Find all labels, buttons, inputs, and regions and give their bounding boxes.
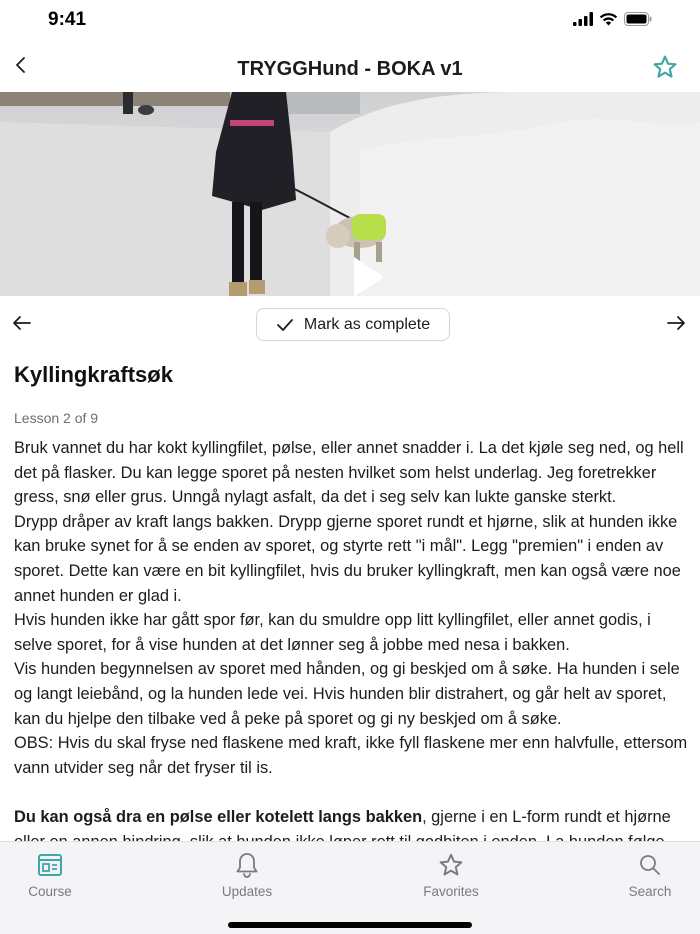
mark-complete-label: Mark as complete	[303, 315, 431, 333]
arrow-right-icon	[666, 314, 686, 332]
tab-bar	[0, 841, 700, 934]
cellular-signal-icon	[573, 12, 593, 26]
tab-favorites[interactable]	[401, 850, 501, 899]
lesson-text: , gjerne i en L-form rundt et hjørne	[422, 807, 671, 826]
star-icon	[438, 852, 464, 878]
course-title: TRYGGHund - BOKA v1	[237, 58, 463, 80]
status-bar	[0, 0, 700, 40]
lesson-paragraph: Hvis hunden ikke har gått spor før, kan du smuldre opp litt kyllingfilet, eller annet godis, i selve sporet, for å vise hunden at det lønner seg å jobbe med nesa i bakken.	[14, 611, 651, 654]
lesson-title: Kyllingkraftsøk	[14, 362, 173, 387]
lesson-paragraph: Vis hunden begynnelsen av sporet med hånden, og gi beskjed om å søke. Ha hunden i sele og langt leiebånd, og la hunden lede vei. Hvis hunden blir distrahert, og går helt av sporet, kan du hjelpe den tilbake ved å peke på sporet og gi ny beskjed om å søke.	[14, 660, 680, 728]
lesson-controls	[0, 296, 700, 352]
mark-complete-button[interactable]	[256, 308, 450, 341]
paragraph-spacer	[14, 780, 690, 805]
tab-updates[interactable]	[197, 850, 297, 899]
lesson-paragraph: OBS: Hvis du skal fryse ned flaskene med kraft, ikke fyll flaskene mer enn halvfulle, ettersom vann utvider seg når det fryser til is.	[14, 734, 688, 777]
status-icons	[573, 12, 652, 26]
lesson-paragraph: Bruk vannet du har kokt kyllingfilet, pølse, eller annet snadder i. La det kjøle seg ned, og hell det på flasker. Du kan legge sporet på nesten hvilket som helst underlag. Jeg foretrekker gress, snø eller grus. Unngå nylagt asfalt, da det i seg selv kan lukte ganske sterkt.	[14, 439, 684, 507]
course-icon	[37, 852, 63, 878]
bell-icon	[234, 851, 260, 879]
home-indicator	[228, 922, 472, 928]
lesson-progress-text: Lesson 2 of 9	[14, 410, 99, 426]
tab-label: Favorites	[423, 884, 479, 899]
lesson-body	[14, 436, 690, 841]
battery-icon	[624, 12, 652, 26]
status-time: 9:41	[48, 9, 87, 30]
tab-label: Course	[28, 884, 72, 899]
favorite-button[interactable]	[652, 54, 678, 85]
wifi-icon	[599, 12, 618, 26]
tab-label: Search	[628, 884, 672, 899]
tab-course[interactable]	[0, 850, 100, 899]
next-lesson-button[interactable]	[666, 314, 686, 337]
video-thumbnail	[0, 92, 700, 296]
nav-bar	[0, 40, 700, 92]
checkmark-icon	[276, 318, 294, 332]
lesson-bold-text: Du kan også dra en pølse eller kotelett langs bakken	[14, 807, 423, 826]
lesson-paragraph: Drypp dråper av kraft langs bakken. Drypp gjerne sporet rundt et hjørne, slik at hunden ikke kan bruke synet for å se enden av sporet, og styrte rett "i mål". Legg "premien" i enden av sporet. Dette kan være en bit kyllingfilet, hvis du bruker kyllingkraft, men kan også være noe annet hunden er glad i.	[14, 512, 681, 605]
search-icon	[638, 853, 662, 877]
tab-search[interactable]	[600, 850, 700, 899]
previous-lesson-button[interactable]	[12, 314, 32, 337]
lesson-video[interactable]	[0, 92, 700, 296]
tab-label: Updates	[221, 884, 273, 899]
play-icon	[352, 255, 386, 299]
star-outline-icon	[652, 54, 678, 80]
arrow-left-icon	[12, 314, 32, 332]
